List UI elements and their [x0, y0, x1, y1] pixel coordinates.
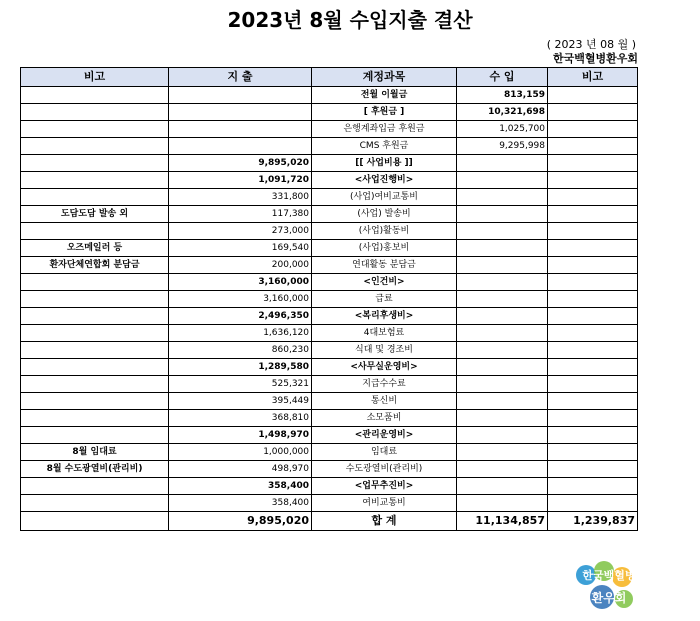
row-note-right — [548, 274, 638, 291]
total-note — [21, 512, 169, 531]
row-note — [21, 325, 169, 342]
row-income — [457, 393, 548, 410]
row-income — [457, 155, 548, 172]
row-note — [21, 376, 169, 393]
row-expense: 1,636,120 — [169, 325, 312, 342]
row-expense: 358,400 — [169, 478, 312, 495]
table-row — [21, 155, 638, 172]
table-row — [21, 376, 638, 393]
row-income — [457, 359, 548, 376]
row-note-right — [548, 342, 638, 359]
total-income: 11,134,857 — [457, 512, 548, 531]
row-expense: 1,498,970 — [169, 427, 312, 444]
row-expense: 273,000 — [169, 223, 312, 240]
row-note-right — [548, 257, 638, 274]
table-row — [21, 342, 638, 359]
row-note-right — [548, 495, 638, 512]
row-expense — [169, 138, 312, 155]
row-account: <사업진행비> — [312, 172, 457, 189]
row-expense: 525,321 — [169, 376, 312, 393]
row-expense: 498,970 — [169, 461, 312, 478]
row-note — [21, 291, 169, 308]
row-account: 전월 이월금 — [312, 87, 457, 104]
row-expense: 368,810 — [169, 410, 312, 427]
table-row — [21, 138, 638, 155]
row-note-right — [548, 376, 638, 393]
row-account: [ 후원금 ] — [312, 104, 457, 121]
row-note: 도담도담 발송 외 — [21, 206, 169, 223]
row-note — [21, 223, 169, 240]
header-note-right: 비고 — [548, 68, 638, 87]
row-income — [457, 274, 548, 291]
row-note — [21, 308, 169, 325]
row-note — [21, 172, 169, 189]
row-expense: 3,160,000 — [169, 274, 312, 291]
header-account: 계정과목 — [312, 68, 457, 87]
row-account: 4대보험료 — [312, 325, 457, 342]
row-note-right — [548, 87, 638, 104]
row-note — [21, 274, 169, 291]
row-expense — [169, 87, 312, 104]
row-account: [[ 사업비용 ]] — [312, 155, 457, 172]
row-note-right — [548, 291, 638, 308]
row-note-right — [548, 308, 638, 325]
row-expense: 169,540 — [169, 240, 312, 257]
row-account: 연대활동 분담금 — [312, 257, 457, 274]
row-expense: 9,895,020 — [169, 155, 312, 172]
row-income — [457, 342, 548, 359]
row-account: <인건비> — [312, 274, 457, 291]
row-note — [21, 410, 169, 427]
organization-logo — [572, 557, 646, 615]
total-balance: 1,239,837 — [548, 512, 638, 531]
table-row — [21, 444, 638, 461]
row-expense: 860,230 — [169, 342, 312, 359]
row-note — [21, 393, 169, 410]
table-row — [21, 325, 638, 342]
row-expense: 358,400 — [169, 495, 312, 512]
row-account: 지급수수료 — [312, 376, 457, 393]
organization-name: 한국백혈병환우회 — [552, 52, 638, 65]
row-note-right — [548, 240, 638, 257]
row-expense — [169, 121, 312, 138]
row-account: 통신비 — [312, 393, 457, 410]
row-income — [457, 325, 548, 342]
row-income: 1,025,700 — [457, 121, 548, 138]
row-account: (사업)홍보비 — [312, 240, 457, 257]
row-note — [21, 495, 169, 512]
table-row — [21, 291, 638, 308]
report-period: ( 2023 년 08 월 ) — [546, 38, 636, 51]
row-note: 8월 수도광열비(관리비) — [21, 461, 169, 478]
row-note: 오즈메일러 등 — [21, 240, 169, 257]
row-account: 은행계좌입금 후원금 — [312, 121, 457, 138]
table-header-row — [21, 68, 638, 87]
row-income — [457, 410, 548, 427]
table-row — [21, 240, 638, 257]
row-note: 8월 임대료 — [21, 444, 169, 461]
row-income — [457, 376, 548, 393]
table-row — [21, 393, 638, 410]
row-note — [21, 87, 169, 104]
table-row — [21, 172, 638, 189]
row-account: 여비교통비 — [312, 495, 457, 512]
table-row — [21, 410, 638, 427]
row-account: <사무실운영비> — [312, 359, 457, 376]
table-row — [21, 257, 638, 274]
row-expense: 331,800 — [169, 189, 312, 206]
row-expense: 200,000 — [169, 257, 312, 274]
logo-text-line1: 한국백혈병 — [582, 569, 636, 582]
row-note-right — [548, 138, 638, 155]
row-income — [457, 427, 548, 444]
table-row — [21, 495, 638, 512]
row-note — [21, 359, 169, 376]
row-note — [21, 121, 169, 138]
row-income — [457, 495, 548, 512]
row-income: 9,295,998 — [457, 138, 548, 155]
table-row — [21, 121, 638, 138]
row-income — [457, 257, 548, 274]
row-note — [21, 342, 169, 359]
row-note-right — [548, 121, 638, 138]
table-row — [21, 189, 638, 206]
row-note-right — [548, 461, 638, 478]
settlement-table — [20, 67, 638, 531]
row-note-right — [548, 104, 638, 121]
row-expense: 395,449 — [169, 393, 312, 410]
row-expense: 1,091,720 — [169, 172, 312, 189]
table-row — [21, 478, 638, 495]
row-expense: 3,160,000 — [169, 291, 312, 308]
table-row — [21, 461, 638, 478]
row-expense: 1,289,580 — [169, 359, 312, 376]
row-income — [457, 240, 548, 257]
row-account: CMS 후원금 — [312, 138, 457, 155]
table-row — [21, 359, 638, 376]
row-account: 임대료 — [312, 444, 457, 461]
row-note-right — [548, 155, 638, 172]
row-note-right — [548, 410, 638, 427]
row-note-right — [548, 444, 638, 461]
header-income: 수 입 — [457, 68, 548, 87]
row-note — [21, 478, 169, 495]
table-row — [21, 223, 638, 240]
row-account: (사업) 발송비 — [312, 206, 457, 223]
row-note-right — [548, 427, 638, 444]
row-note-right — [548, 359, 638, 376]
row-income — [457, 206, 548, 223]
row-expense: 117,380 — [169, 206, 312, 223]
table-row — [21, 308, 638, 325]
total-row — [21, 512, 638, 531]
logo-text-line2: 환우회 — [591, 591, 627, 605]
row-account: 급료 — [312, 291, 457, 308]
row-note — [21, 155, 169, 172]
row-income — [457, 478, 548, 495]
row-note — [21, 104, 169, 121]
row-income — [457, 308, 548, 325]
table-row — [21, 427, 638, 444]
row-expense — [169, 104, 312, 121]
row-income — [457, 291, 548, 308]
row-account: <관리운영비> — [312, 427, 457, 444]
table-body — [21, 87, 638, 512]
row-income — [457, 223, 548, 240]
row-account: (사업)활동비 — [312, 223, 457, 240]
row-income: 10,321,698 — [457, 104, 548, 121]
row-note — [21, 138, 169, 155]
row-account: 소모품비 — [312, 410, 457, 427]
page-title: 2023년 8월 수입지출 결산 — [227, 8, 473, 32]
row-expense: 1,000,000 — [169, 444, 312, 461]
row-income — [457, 189, 548, 206]
header-note-left: 비고 — [21, 68, 169, 87]
row-account: 수도광열비(관리비) — [312, 461, 457, 478]
table-row — [21, 87, 638, 104]
header-expense: 지 출 — [169, 68, 312, 87]
row-note-right — [548, 172, 638, 189]
row-income — [457, 172, 548, 189]
table-row — [21, 104, 638, 121]
row-note — [21, 427, 169, 444]
row-income: 813,159 — [457, 87, 548, 104]
row-note-right — [548, 478, 638, 495]
row-income — [457, 444, 548, 461]
row-account: <복리후생비> — [312, 308, 457, 325]
row-account: (사업)여비교통비 — [312, 189, 457, 206]
row-note-right — [548, 393, 638, 410]
total-label: 합 계 — [312, 512, 457, 531]
row-note-right — [548, 189, 638, 206]
row-income — [457, 461, 548, 478]
row-account: 식대 및 경조비 — [312, 342, 457, 359]
row-expense: 2,496,350 — [169, 308, 312, 325]
table-row — [21, 206, 638, 223]
row-note-right — [548, 206, 638, 223]
total-expense: 9,895,020 — [169, 512, 312, 531]
row-note-right — [548, 325, 638, 342]
row-account: <업무추진비> — [312, 478, 457, 495]
row-note: 환자단체연합회 분담금 — [21, 257, 169, 274]
row-note — [21, 189, 169, 206]
table-row — [21, 274, 638, 291]
row-note-right — [548, 223, 638, 240]
